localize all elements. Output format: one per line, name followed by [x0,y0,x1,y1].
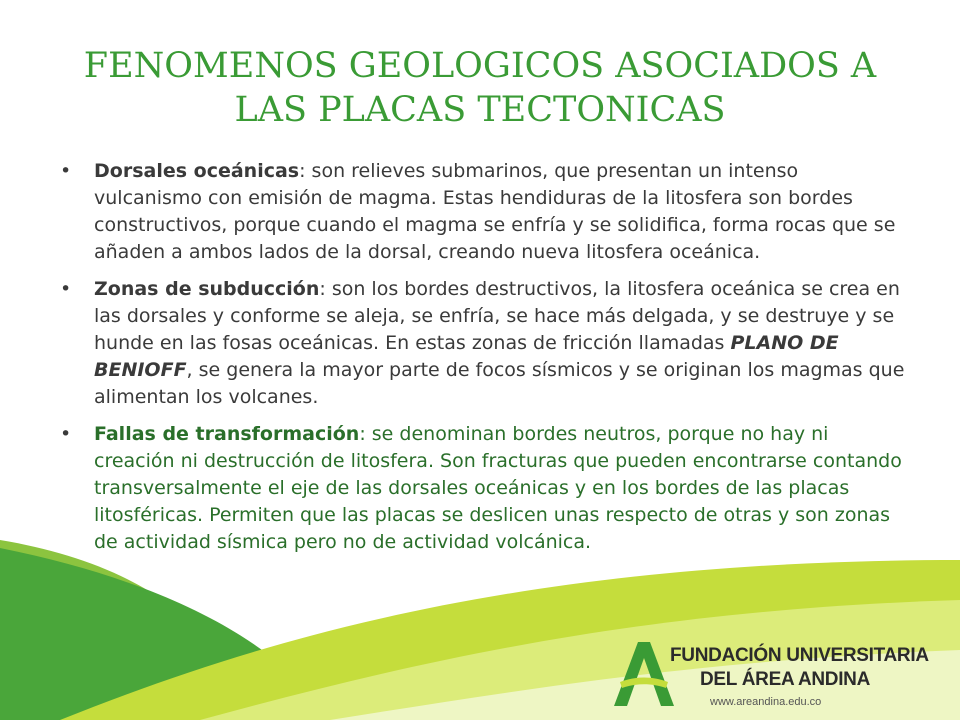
bullet-item [60,158,910,266]
bullet-term: Fallas de transformación [94,423,360,445]
bullet-text [94,276,910,411]
logo-text-line1: FUNDACIÓN UNIVERSITARIA [670,645,929,666]
bullet-text [94,158,910,266]
bullet-description: : son relieves submarinos, que presentan un intenso vulcanismo con emisión de magma. Estas hendiduras de la litosfera son bordes constructivos, porque cuando el magma se enfría y se solidifica, forma rocas que se añaden a ambos lados de la dorsal, creando nueva litosfera oceánica. [94,160,896,263]
bullet-text [94,421,910,556]
bullet-term: Dorsales oceánicas [94,160,300,182]
logo-text-line2: DEL ÁREA ANDINA [700,669,871,690]
university-logo [608,638,938,716]
bullet-item [60,421,910,556]
logo-url: www.areandina.edu.co [710,696,822,708]
bullet-description: : se denominan bordes neutros, porque no hay ni creación ni destrucción de litosfera. Son fracturas que pueden encontrarse contando transversalmente el eje de las dorsales oceánicas y en los bordes de las placas litosféricas. Permiten que las placas se deslicen unas respecto de otras y son zonas de actividad sísmica pero no de actividad volcánica. [94,423,902,553]
bullet-emphasis: PLANO DE BENIOFF [94,332,839,381]
bullet-marker: • [60,160,72,182]
slide-title: FENOMENOS GEOLOGICOS ASOCIADOS A LAS PLACAS TECTONICAS [83,46,877,130]
bullet-term: Zonas de subducción [94,278,320,300]
bullet-item [60,276,910,411]
bullet-description: : son los bordes destructivos, la litosfera oceánica se crea en las dorsales y conforme se aleja, se enfría, se hace más delgada, y se destruye y se hunde en las fosas oceánicas. En estas zonas de fricción llamadas [94,278,900,354]
bullet-marker: • [60,278,72,300]
bullet-list [60,158,910,566]
bullet-description-end: , se genera la mayor parte de focos sísmicos y se originan los magmas que alimentan los volcanes. [94,359,905,408]
bullet-marker: • [60,423,72,445]
